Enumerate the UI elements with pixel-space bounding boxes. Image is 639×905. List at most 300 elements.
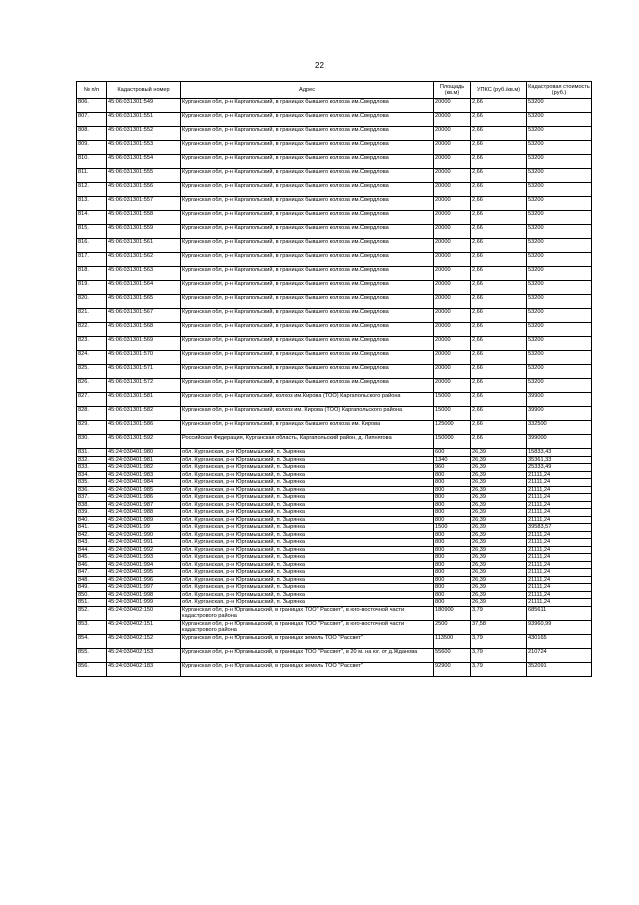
- cell-area: 1340: [434, 456, 471, 464]
- cell-area: 800: [434, 599, 471, 607]
- table-row: [77, 662, 592, 676]
- cell-cadastral-number: 45:06:031301:563: [107, 267, 181, 281]
- cell-area: 150000: [434, 435, 471, 449]
- cell-area: 800: [434, 591, 471, 599]
- cell-cadastral-value: 15833,43: [527, 449, 592, 457]
- cell-cadastral-number: 45:24:030402:152: [107, 634, 181, 648]
- cell-address: обл. Курганская, р-н Юргамышский, п. Зырянка: [181, 561, 434, 569]
- cell-area: 20000: [434, 323, 471, 337]
- cell-upks: 26,39: [471, 494, 527, 502]
- cell-address: Курганская обл, р-н Каргапольский, в границах бывшего колхоза им.Свердлова: [181, 323, 434, 337]
- cell-upks: 26,39: [471, 584, 527, 592]
- cell-number: 816.: [77, 239, 107, 253]
- cell-number: 827.: [77, 393, 107, 407]
- table-row: [77, 309, 592, 323]
- cell-number: 818.: [77, 267, 107, 281]
- cell-area: 125000: [434, 421, 471, 435]
- cell-area: 600: [434, 449, 471, 457]
- cell-address: обл. Курганская, р-н Юргамышский, п. Зырянка: [181, 471, 434, 479]
- cell-number: 836.: [77, 486, 107, 494]
- cell-upks: 2,66: [471, 127, 527, 141]
- cell-address: Курганская обл, р-н Каргапольский, в границах бывшего колхоза им.Свердлова: [181, 211, 434, 225]
- cell-cadastral-number: 45:06:031301:570: [107, 351, 181, 365]
- cell-address: обл. Курганская, р-н Юргамышский, п. Зырянка: [181, 479, 434, 487]
- cell-address: Курганская обл, р-н Юргамышский, в границах ТОО "Рассвет", в 20 м. на юг. от д.Жданова: [181, 648, 434, 662]
- cell-cadastral-value: 39900: [527, 407, 592, 421]
- cell-address: Курганская обл, р-н Каргапольский, в границах бывшего колхоза им.Свердлова: [181, 281, 434, 295]
- cell-cadastral-number: 45:24:030401:987: [107, 501, 181, 509]
- cell-number: 855.: [77, 648, 107, 662]
- cell-address: Курганская обл, р-н Каргапольский, в границах бывшего колхоза им.Свердлова: [181, 351, 434, 365]
- cell-upks: 26,39: [471, 531, 527, 539]
- cell-upks: 26,39: [471, 539, 527, 547]
- cell-number: 808.: [77, 127, 107, 141]
- cell-upks: 2,66: [471, 323, 527, 337]
- cell-cadastral-number: 45:06:031301:557: [107, 197, 181, 211]
- cell-cadastral-number: 45:06:031301:559: [107, 225, 181, 239]
- cell-number: 834.: [77, 471, 107, 479]
- cell-upks: 26,39: [471, 479, 527, 487]
- cell-address: обл. Курганская, р-н Юргамышский, п. Зырянка: [181, 531, 434, 539]
- table-row: [77, 99, 592, 113]
- cell-area: 800: [434, 561, 471, 569]
- cell-upks: 26,39: [471, 599, 527, 607]
- cell-cadastral-value: 53200: [527, 155, 592, 169]
- cell-cadastral-number: 45:24:030401:99: [107, 524, 181, 532]
- cell-cadastral-number: 45:06:031301:561: [107, 239, 181, 253]
- cell-number: 837.: [77, 494, 107, 502]
- cell-address: обл. Курганская, р-н Юргамышский, п. Зырянка: [181, 576, 434, 584]
- cell-cadastral-number: 45:06:031301:549: [107, 99, 181, 113]
- cell-address: Курганская обл, р-н Каргапольский, в границах бывшего колхоза им.Свердлова: [181, 197, 434, 211]
- cell-upks: 2,66: [471, 169, 527, 183]
- table-row: [77, 253, 592, 267]
- cell-area: 2500: [434, 620, 471, 634]
- cell-upks: 26,39: [471, 554, 527, 562]
- cell-cadastral-value: 21111,24: [527, 599, 592, 607]
- cell-cadastral-number: 45:24:030401:991: [107, 539, 181, 547]
- cell-area: 800: [434, 576, 471, 584]
- cell-cadastral-value: 21111,24: [527, 591, 592, 599]
- cell-number: 824.: [77, 351, 107, 365]
- cell-cadastral-value: 53200: [527, 99, 592, 113]
- cell-upks: 26,39: [471, 516, 527, 524]
- cell-upks: 2,66: [471, 239, 527, 253]
- cell-cadastral-value: 53200: [527, 239, 592, 253]
- cell-cadastral-value: 53200: [527, 197, 592, 211]
- cell-upks: 2,66: [471, 295, 527, 309]
- cell-upks: 26,39: [471, 456, 527, 464]
- cell-upks: 26,39: [471, 546, 527, 554]
- table-row: [77, 634, 592, 648]
- cell-address: Курганская обл, р-н Каргапольский, в границах бывшего колхоза им.Свердлова: [181, 337, 434, 351]
- cell-area: 20000: [434, 365, 471, 379]
- cell-number: 813.: [77, 197, 107, 211]
- cell-area: 800: [434, 494, 471, 502]
- table-row: [77, 524, 592, 532]
- cell-cadastral-number: 45:06:031301:569: [107, 337, 181, 351]
- cell-number: 842.: [77, 531, 107, 539]
- cell-area: 20000: [434, 337, 471, 351]
- cell-cadastral-number: 45:24:030402:153: [107, 648, 181, 662]
- cell-cadastral-number: 45:24:030401:993: [107, 554, 181, 562]
- table-row: [77, 295, 592, 309]
- cell-number: 843.: [77, 539, 107, 547]
- cell-address: обл. Курганская, р-н Юргамышский, п. Зырянка: [181, 539, 434, 547]
- cell-upks: 2,66: [471, 183, 527, 197]
- table-row: [77, 211, 592, 225]
- cell-address: обл. Курганская, р-н Юргамышский, п. Зырянка: [181, 599, 434, 607]
- cell-upks: 26,39: [471, 561, 527, 569]
- cell-address: Курганская обл, р-н Каргапольский, в границах бывшего колхоза им.Свердлова: [181, 183, 434, 197]
- cell-cadastral-number: 45:24:030401:995: [107, 569, 181, 577]
- cell-number: 815.: [77, 225, 107, 239]
- cell-upks: 2,66: [471, 309, 527, 323]
- cell-upks: 2,66: [471, 393, 527, 407]
- cell-number: 812.: [77, 183, 107, 197]
- cell-cadastral-value: 53200: [527, 351, 592, 365]
- cell-area: 800: [434, 546, 471, 554]
- cell-cadastral-value: 53200: [527, 113, 592, 127]
- cell-area: 20000: [434, 281, 471, 295]
- cell-address: Курганская обл, р-н Каргапольский, в границах бывшего колхоза им.Свердлова: [181, 155, 434, 169]
- cell-cadastral-number: 45:06:031301:572: [107, 379, 181, 393]
- cell-cadastral-value: 332500: [527, 421, 592, 435]
- cell-cadastral-value: 21111,24: [527, 486, 592, 494]
- column-header-cadastral-value: Кадастровая стоимость (руб.): [527, 82, 592, 99]
- table-row: [77, 435, 592, 449]
- cell-number: 826.: [77, 379, 107, 393]
- cell-address: обл. Курганская, р-н Юргамышский, п. Зырянка: [181, 524, 434, 532]
- cell-address: обл. Курганская, р-н Юргамышский, п. Зырянка: [181, 546, 434, 554]
- cell-cadastral-number: 45:24:030401:985: [107, 486, 181, 494]
- cell-upks: 26,39: [471, 464, 527, 472]
- cell-upks: 26,39: [471, 569, 527, 577]
- table-row: [77, 141, 592, 155]
- cell-upks: 2,66: [471, 155, 527, 169]
- cell-address: Курганская обл, р-н Юргамышский, в границах ТОО" Рассвет", в юго-восточной части кадастрового района: [181, 606, 434, 620]
- cell-address: Курганская обл, р-н Каргапольский, в границах бывшего колхоза им.Свердлова: [181, 225, 434, 239]
- cell-number: 810.: [77, 155, 107, 169]
- cell-area: 800: [434, 479, 471, 487]
- table-row: [77, 183, 592, 197]
- cell-cadastral-value: 21111,24: [527, 479, 592, 487]
- table-row: [77, 421, 592, 435]
- cell-area: 800: [434, 516, 471, 524]
- cell-cadastral-value: 352091: [527, 662, 592, 676]
- cell-upks: 2,66: [471, 197, 527, 211]
- table-row: [77, 456, 592, 464]
- table-row: [77, 464, 592, 472]
- cell-cadastral-value: 53200: [527, 281, 592, 295]
- cell-cadastral-value: 21111,24: [527, 546, 592, 554]
- cell-area: 15000: [434, 407, 471, 421]
- cell-number: 853.: [77, 620, 107, 634]
- cell-number: 822.: [77, 323, 107, 337]
- table-row: [77, 606, 592, 620]
- cell-area: 800: [434, 501, 471, 509]
- cell-address: Курганская обл, р-н Каргапольский, колхоз им.Кирова (ТОО) Каргапольского района: [181, 393, 434, 407]
- cell-area: 92900: [434, 662, 471, 676]
- cell-area: 20000: [434, 267, 471, 281]
- table-row: [77, 471, 592, 479]
- table-row: [77, 407, 592, 421]
- table-row: [77, 323, 592, 337]
- cell-cadastral-number: 45:06:031301:552: [107, 127, 181, 141]
- table-row: [77, 197, 592, 211]
- cell-cadastral-value: 21111,24: [527, 584, 592, 592]
- cell-upks: 2,66: [471, 99, 527, 113]
- cell-upks: 26,39: [471, 576, 527, 584]
- cell-cadastral-value: 53200: [527, 365, 592, 379]
- cell-cadastral-value: 21111,24: [527, 531, 592, 539]
- cell-area: 800: [434, 509, 471, 517]
- cell-cadastral-value: 25333,49: [527, 464, 592, 472]
- cell-number: 839.: [77, 509, 107, 517]
- cell-cadastral-value: 53200: [527, 169, 592, 183]
- cell-number: 819.: [77, 281, 107, 295]
- cell-number: 830.: [77, 435, 107, 449]
- cell-upks: 2,66: [471, 113, 527, 127]
- cell-cadastral-value: 21111,24: [527, 576, 592, 584]
- cell-area: 180900: [434, 606, 471, 620]
- cell-area: 20000: [434, 197, 471, 211]
- cell-cadastral-number: 45:24:030401:980: [107, 449, 181, 457]
- cell-cadastral-value: 53200: [527, 253, 592, 267]
- table-row: [77, 351, 592, 365]
- column-header-upks: УПКС (руб./кв.м): [471, 82, 527, 99]
- cell-address: Курганская обл, р-н Каргапольский, в границах бывшего колхоза им.Свердлова: [181, 295, 434, 309]
- cell-number: 807.: [77, 113, 107, 127]
- cell-area: 20000: [434, 253, 471, 267]
- cell-address: Курганская обл, р-н Каргапольский, в границах бывшего колхоза им.Свердлова: [181, 113, 434, 127]
- table-body: [77, 99, 592, 677]
- cell-number: 846.: [77, 561, 107, 569]
- table-row: [77, 561, 592, 569]
- cell-address: Курганская обл, р-н Каргапольский, колхоз им. Кирова (ТОО) Каргапольского района: [181, 407, 434, 421]
- cell-cadastral-value: 53200: [527, 337, 592, 351]
- cell-address: обл. Курганская, р-н Юргамышский, п. Зырянка: [181, 554, 434, 562]
- cell-cadastral-number: 45:06:031301:571: [107, 365, 181, 379]
- cell-cadastral-value: 210724: [527, 648, 592, 662]
- cell-number: 809.: [77, 141, 107, 155]
- cell-cadastral-number: 45:06:031301:582: [107, 407, 181, 421]
- cell-number: 820.: [77, 295, 107, 309]
- cell-cadastral-value: 53200: [527, 295, 592, 309]
- cell-number: 828.: [77, 407, 107, 421]
- cell-cadastral-value: 21111,24: [527, 569, 592, 577]
- cell-upks: 26,39: [471, 509, 527, 517]
- cell-address: обл. Курганская, р-н Юргамышский, п. Зырянка: [181, 456, 434, 464]
- cell-area: 15000: [434, 393, 471, 407]
- cell-number: 832.: [77, 456, 107, 464]
- cell-number: 850.: [77, 591, 107, 599]
- table-row: [77, 155, 592, 169]
- cell-cadastral-value: 53200: [527, 309, 592, 323]
- table-row: [77, 479, 592, 487]
- cell-address: Курганская обл, р-н Каргапольский, в границах бывшего колхоза им.Свердлова: [181, 169, 434, 183]
- cell-cadastral-value: 430165: [527, 634, 592, 648]
- cell-address: Курганская обл, р-н Каргапольский, в границах бывшего колхоза им.Свердлова: [181, 253, 434, 267]
- table-row: [77, 569, 592, 577]
- cell-upks: 2,66: [471, 407, 527, 421]
- cell-address: Курганская обл, р-н Юргамышский, в границах земель ТОО "Рассвет": [181, 634, 434, 648]
- cell-cadastral-number: 45:06:031301:567: [107, 309, 181, 323]
- table-row: [77, 127, 592, 141]
- cell-upks: 2,66: [471, 365, 527, 379]
- cell-cadastral-number: 45:24:030402:150: [107, 606, 181, 620]
- cell-cadastral-value: 53200: [527, 183, 592, 197]
- cell-area: 20000: [434, 141, 471, 155]
- cell-cadastral-value: 21111,24: [527, 539, 592, 547]
- table-row: [77, 494, 592, 502]
- cell-number: 835.: [77, 479, 107, 487]
- cell-number: 851.: [77, 599, 107, 607]
- cell-number: 814.: [77, 211, 107, 225]
- cell-cadastral-number: 45:24:030401:994: [107, 561, 181, 569]
- cell-cadastral-number: 45:24:030401:982: [107, 464, 181, 472]
- cell-number: 823.: [77, 337, 107, 351]
- cell-upks: 2,66: [471, 435, 527, 449]
- cell-cadastral-number: 45:06:031301:565: [107, 295, 181, 309]
- column-header-number: № п/п: [77, 82, 107, 99]
- cell-cadastral-number: 45:24:030401:986: [107, 494, 181, 502]
- cell-address: обл. Курганская, р-н Юргамышский, п. Зырянка: [181, 509, 434, 517]
- cell-upks: 2,66: [471, 267, 527, 281]
- cell-upks: 2,66: [471, 141, 527, 155]
- cell-number: 825.: [77, 365, 107, 379]
- cell-area: 1500: [434, 524, 471, 532]
- cell-cadastral-value: 53200: [527, 211, 592, 225]
- cell-cadastral-number: 45:06:031301:568: [107, 323, 181, 337]
- cell-area: 800: [434, 486, 471, 494]
- table-row: [77, 584, 592, 592]
- cell-address: обл. Курганская, р-н Юргамышский, п. Зырянка: [181, 449, 434, 457]
- cell-area: 20000: [434, 183, 471, 197]
- table-row: [77, 516, 592, 524]
- cell-address: обл. Курганская, р-н Юргамышский, п. Зырянка: [181, 584, 434, 592]
- table-row: [77, 281, 592, 295]
- table-row: [77, 393, 592, 407]
- cell-upks: 2,66: [471, 281, 527, 295]
- cell-cadastral-number: 45:24:030402:151: [107, 620, 181, 634]
- cell-cadastral-value: 53200: [527, 323, 592, 337]
- column-header-address: Адрес: [181, 82, 434, 99]
- cell-number: 811.: [77, 169, 107, 183]
- cell-number: 829.: [77, 421, 107, 435]
- cell-cadastral-value: 53200: [527, 225, 592, 239]
- cell-number: 821.: [77, 309, 107, 323]
- cell-cadastral-number: 45:24:030401:992: [107, 546, 181, 554]
- cell-number: 831.: [77, 449, 107, 457]
- cell-upks: 26,39: [471, 501, 527, 509]
- cell-upks: 3,79: [471, 662, 527, 676]
- cell-address: Курганская обл, р-н Каргапольский, в границах бывшего колхоза им.Свердлова: [181, 141, 434, 155]
- cell-area: 20000: [434, 379, 471, 393]
- cell-address: Курганская обл, р-н Каргапольский, в границах бывшего колхоза им.Свердлова: [181, 99, 434, 113]
- cell-number: 838.: [77, 501, 107, 509]
- cell-cadastral-number: 45:24:030401:981: [107, 456, 181, 464]
- cell-cadastral-number: 45:24:030401:997: [107, 584, 181, 592]
- cell-address: Российская Федерация, Курганская область, Каргапольский район, д. Липнягова: [181, 435, 434, 449]
- cell-cadastral-number: 45:06:031301:586: [107, 421, 181, 435]
- table-row: [77, 113, 592, 127]
- cell-area: 800: [434, 554, 471, 562]
- cell-cadastral-number: 45:24:030401:983: [107, 471, 181, 479]
- cell-cadastral-value: 39583,57: [527, 524, 592, 532]
- cell-cadastral-number: 45:24:030401:990: [107, 531, 181, 539]
- cell-number: 845.: [77, 554, 107, 562]
- cell-number: 852.: [77, 606, 107, 620]
- cell-cadastral-value: 21111,24: [527, 471, 592, 479]
- cell-area: 55600: [434, 648, 471, 662]
- cell-address: Курганская обл, р-н Каргапольский, в границах бывшего колхоза им.Свердлова: [181, 365, 434, 379]
- cell-upks: 2,66: [471, 253, 527, 267]
- table-row: [77, 509, 592, 517]
- cell-cadastral-number: 45:24:030401:984: [107, 479, 181, 487]
- cell-cadastral-number: 45:06:031301:554: [107, 155, 181, 169]
- table-row: [77, 599, 592, 607]
- table-row: [77, 531, 592, 539]
- cell-upks: 3,79: [471, 634, 527, 648]
- table-row: [77, 620, 592, 634]
- table-row: [77, 225, 592, 239]
- table-row: [77, 379, 592, 393]
- cell-cadastral-number: 45:24:030401:989: [107, 516, 181, 524]
- cell-number: 833.: [77, 464, 107, 472]
- cell-cadastral-value: 21111,24: [527, 516, 592, 524]
- cell-area: 20000: [434, 155, 471, 169]
- cell-upks: 3,79: [471, 606, 527, 620]
- cell-area: 20000: [434, 351, 471, 365]
- cell-cadastral-number: 45:24:030401:996: [107, 576, 181, 584]
- cell-cadastral-number: 45:06:031301:558: [107, 211, 181, 225]
- cell-cadastral-value: 21111,24: [527, 501, 592, 509]
- cell-cadastral-value: 53200: [527, 267, 592, 281]
- table-row: [77, 501, 592, 509]
- cell-upks: 26,39: [471, 449, 527, 457]
- cell-address: Курганская обл, р-н Юргамышский, в границах ТОО "Рассвет", в юго-восточной части кадастрового района: [181, 620, 434, 634]
- cell-address: Курганская обл, р-н Каргапольский, в границах бывшего колхоза им.Свердлова: [181, 309, 434, 323]
- cell-upks: 2,66: [471, 379, 527, 393]
- cell-upks: 26,39: [471, 524, 527, 532]
- table-row: [77, 539, 592, 547]
- cell-cadastral-number: 45:06:031301:564: [107, 281, 181, 295]
- cell-address: Курганская обл, р-н Каргапольский, в границах бывшего колхоза им.Свердлова: [181, 267, 434, 281]
- cell-address: обл. Курганская, р-н Юргамышский, п. Зырянка: [181, 464, 434, 472]
- table-row: [77, 337, 592, 351]
- cell-number: 848.: [77, 576, 107, 584]
- cell-upks: 2,66: [471, 337, 527, 351]
- cell-address: Курганская обл, р-н Каргапольский, в границах бывшего колхоза им.Свердлова: [181, 127, 434, 141]
- cell-number: 840.: [77, 516, 107, 524]
- cell-area: 113500: [434, 634, 471, 648]
- cell-number: 806.: [77, 99, 107, 113]
- cell-cadastral-value: 35361,33: [527, 456, 592, 464]
- cell-cadastral-value: 685611: [527, 606, 592, 620]
- cell-number: 856.: [77, 662, 107, 676]
- cell-cadastral-value: 93960,99: [527, 620, 592, 634]
- cell-address: Курганская обл, р-н Каргапольский, в границах бывшего колхоза им.Свердлова: [181, 239, 434, 253]
- cell-area: 20000: [434, 295, 471, 309]
- cell-number: 817.: [77, 253, 107, 267]
- cell-address: обл. Курганская, р-н Юргамышский, п. Зырянка: [181, 591, 434, 599]
- cell-cadastral-number: 45:06:031301:592: [107, 435, 181, 449]
- cell-cadastral-number: 45:06:031301:553: [107, 141, 181, 155]
- cell-address: обл. Курганская, р-н Юргамышский, п. Зырянка: [181, 494, 434, 502]
- cell-address: обл. Курганская, р-н Юргамышский, п. Зырянка: [181, 516, 434, 524]
- cell-number: 847.: [77, 569, 107, 577]
